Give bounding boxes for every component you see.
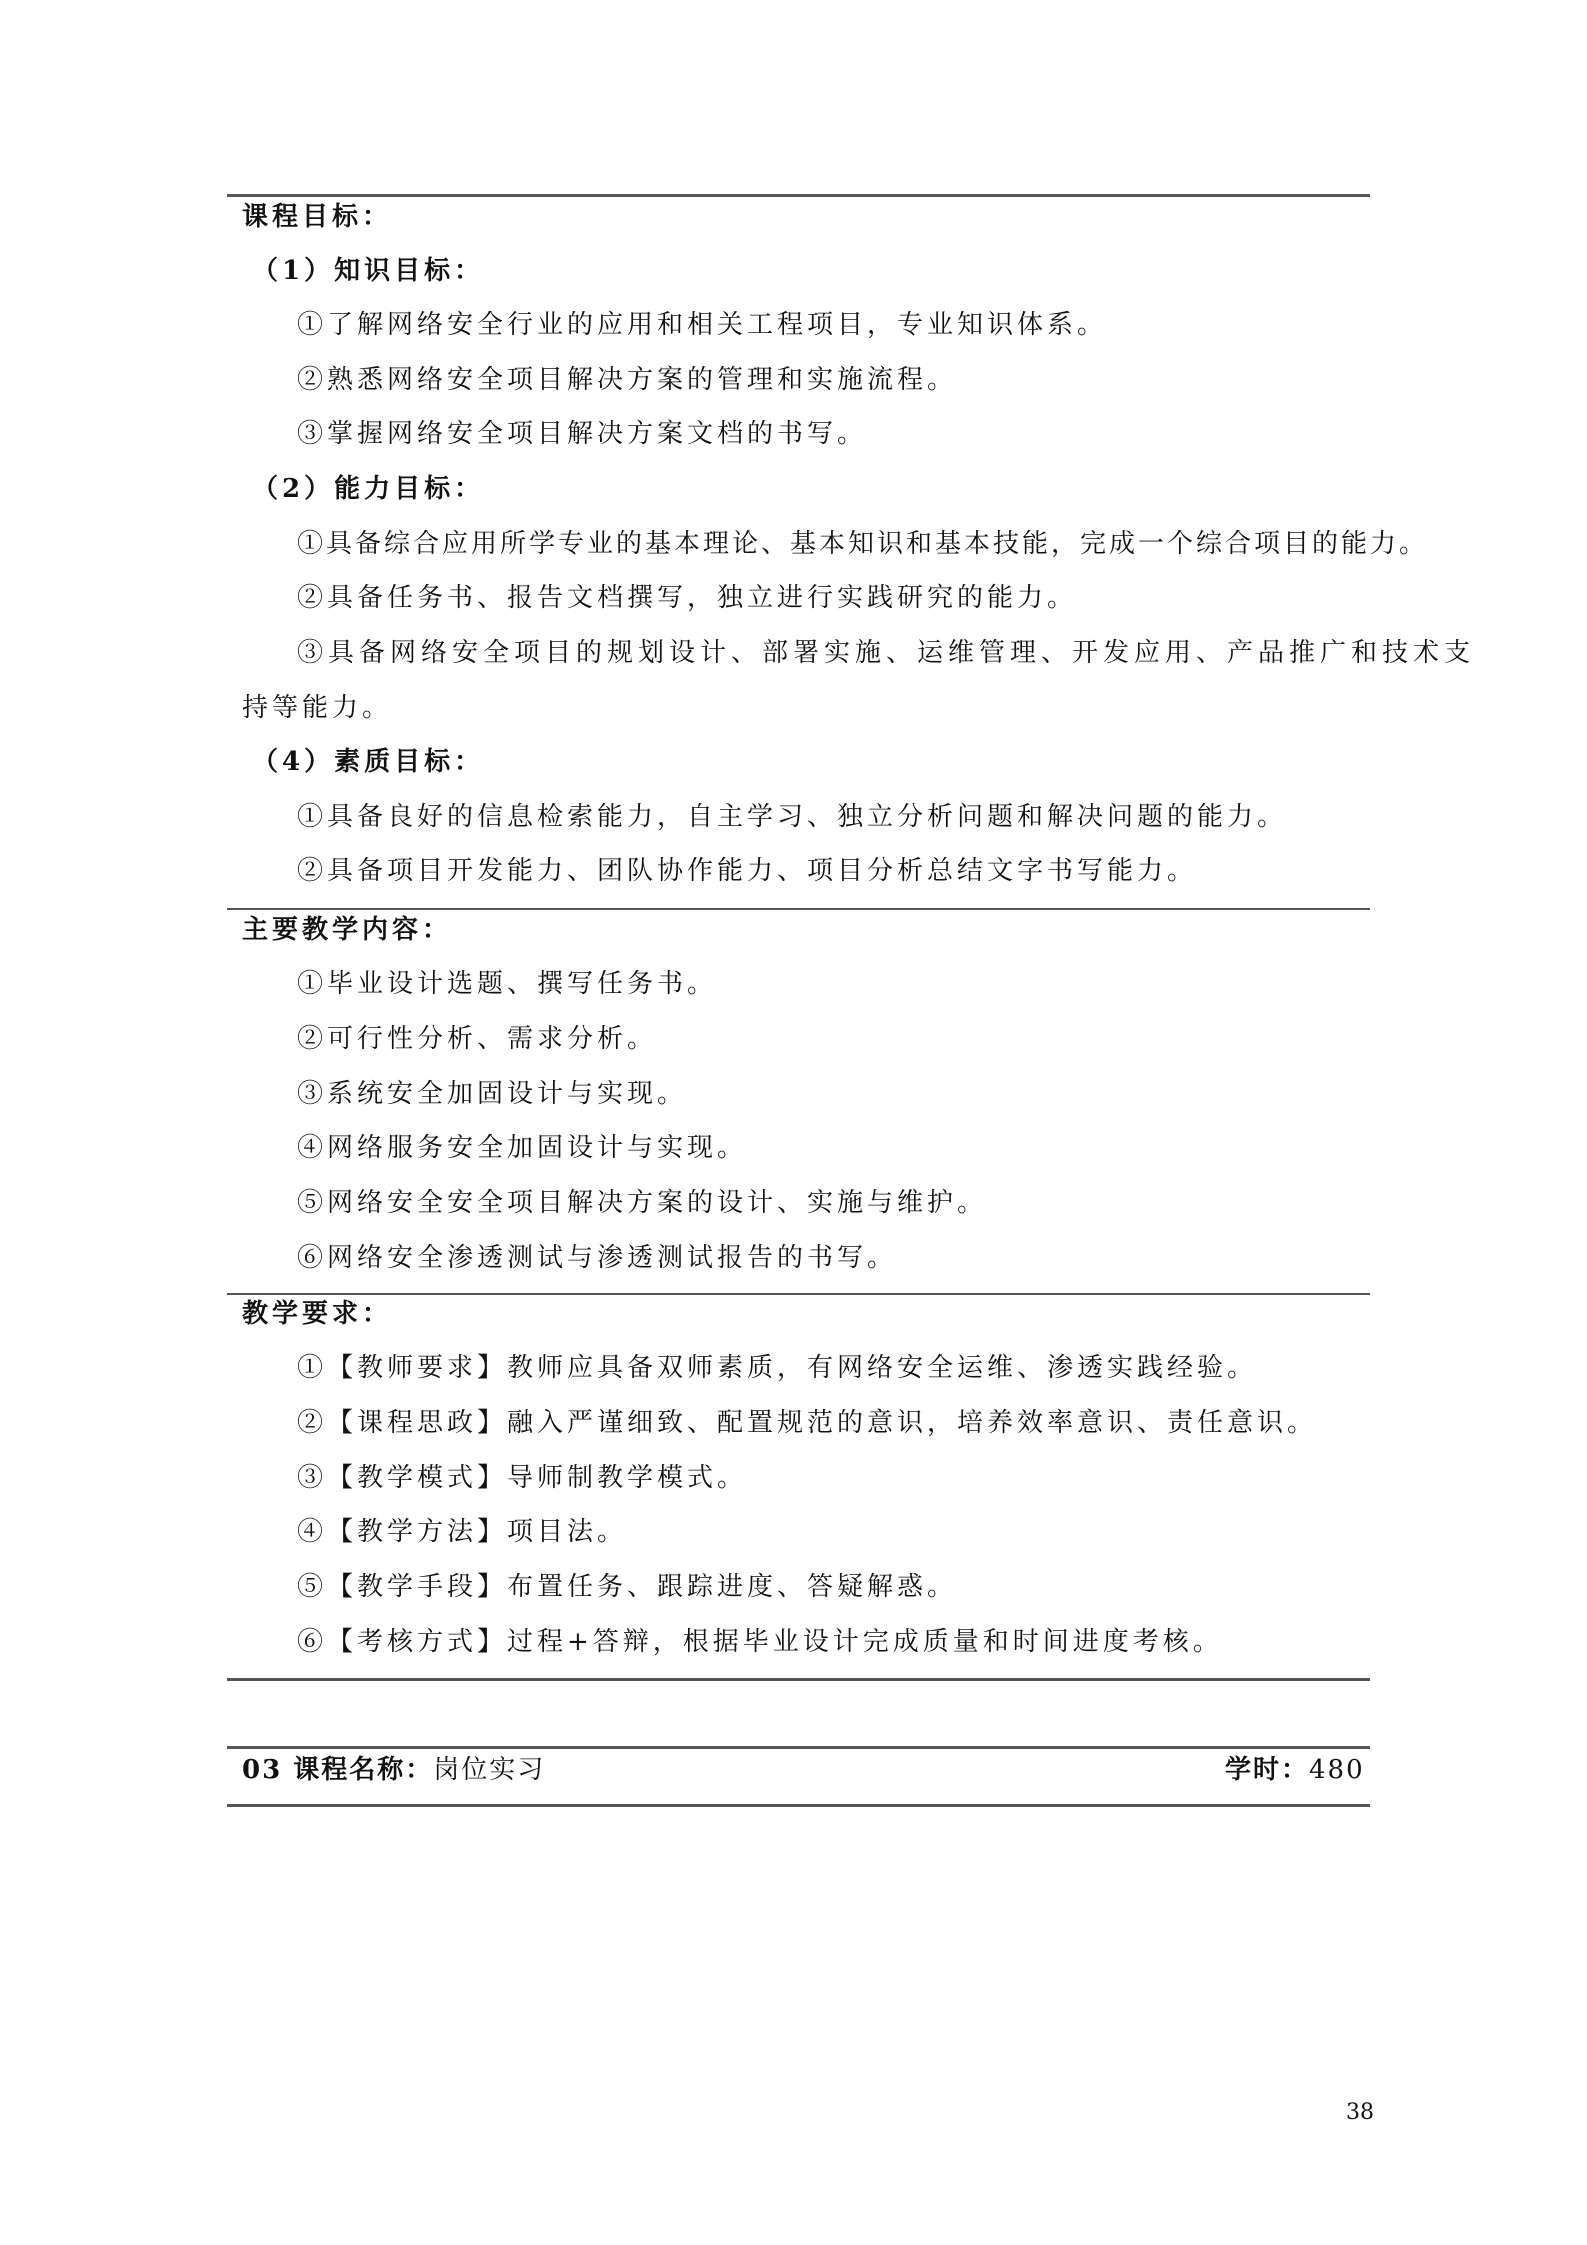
content-heading: 主要教学内容： (242, 915, 453, 945)
course-name-label: 03 课程名称： (242, 1755, 434, 1785)
quality-goal-item: ②具备项目开发能力、团队协作能力、项目分析总结文字书写能力。 (297, 856, 1198, 886)
content-item: ①毕业设计选题、撰写任务书。 (297, 969, 718, 999)
requirements-heading: 教学要求： (242, 1299, 393, 1329)
next-course-header (242, 1752, 545, 1788)
quality-goals-title: （4）素质目标： (252, 747, 485, 777)
requirement-item: ④【教学方法】项目法。 (297, 1517, 628, 1547)
course-hours-value: 480 (1309, 1755, 1365, 1785)
requirement-item: ③【教学模式】导师制教学模式。 (297, 1463, 748, 1493)
requirement-item: ②【课程思政】融入严谨细致、配置规范的意识，培养效率意识、责任意识。 (297, 1408, 1318, 1438)
section-divider (227, 1293, 1370, 1295)
ability-goal-item: ②具备任务书、报告文档撰写，独立进行实践研究的能力。 (297, 583, 1078, 613)
table-bottom-rule (227, 1678, 1370, 1681)
table-top-rule (227, 194, 1370, 197)
content-item: ②可行性分析、需求分析。 (297, 1024, 658, 1054)
knowledge-goals-title: （1）知识目标： (252, 256, 485, 286)
course-hours (1225, 1752, 1365, 1788)
knowledge-goal-item: ③掌握网络安全项目解决方案文档的书写。 (297, 419, 868, 449)
ability-goal-continuation: 持等能力。 (242, 693, 393, 723)
requirement-item: ⑥【考核方式】过程+答辩，根据毕业设计完成质量和时间进度考核。 (297, 1627, 1223, 1657)
goals-heading: 课程目标： (242, 202, 393, 232)
course-header-bottom-rule (227, 1804, 1370, 1807)
knowledge-goal-item: ②熟悉网络安全项目解决方案的管理和实施流程。 (297, 365, 958, 395)
content-item: ⑤网络安全安全项目解决方案的设计、实施与维护。 (297, 1188, 988, 1218)
content-item: ④网络服务安全加固设计与实现。 (297, 1133, 748, 1163)
requirement-item: ①【教师要求】教师应具备双师素质，有网络安全运维、渗透实践经验。 (297, 1353, 1258, 1383)
course-header-top-rule (227, 1746, 1370, 1749)
content-item: ③系统安全加固设计与实现。 (297, 1079, 688, 1109)
ability-goal-item: ①具备综合应用所学专业的基本理论、基本知识和基本技能，完成一个综合项目的能力。 (297, 529, 1429, 559)
quality-goal-item: ①具备良好的信息检索能力，自主学习、独立分析问题和解决问题的能力。 (297, 802, 1288, 832)
content-item: ⑥网络安全渗透测试与渗透测试报告的书写。 (297, 1243, 898, 1273)
course-hours-label: 学时： (1225, 1755, 1310, 1785)
knowledge-goal-item: ①了解网络安全行业的应用和相关工程项目，专业知识体系。 (297, 310, 1108, 340)
course-name: 岗位实习 (433, 1755, 546, 1785)
ability-goals-title: （2）能力目标： (252, 474, 485, 504)
requirement-item: ⑤【教学手段】布置任务、跟踪进度、答疑解惑。 (297, 1572, 958, 1602)
page-number: 38 (1346, 2100, 1374, 2125)
ability-goal-item: ③具备网络安全项目的规划设计、部署实施、运维管理、开发应用、产品推广和技术支 (297, 638, 1476, 668)
section-divider (227, 908, 1370, 910)
